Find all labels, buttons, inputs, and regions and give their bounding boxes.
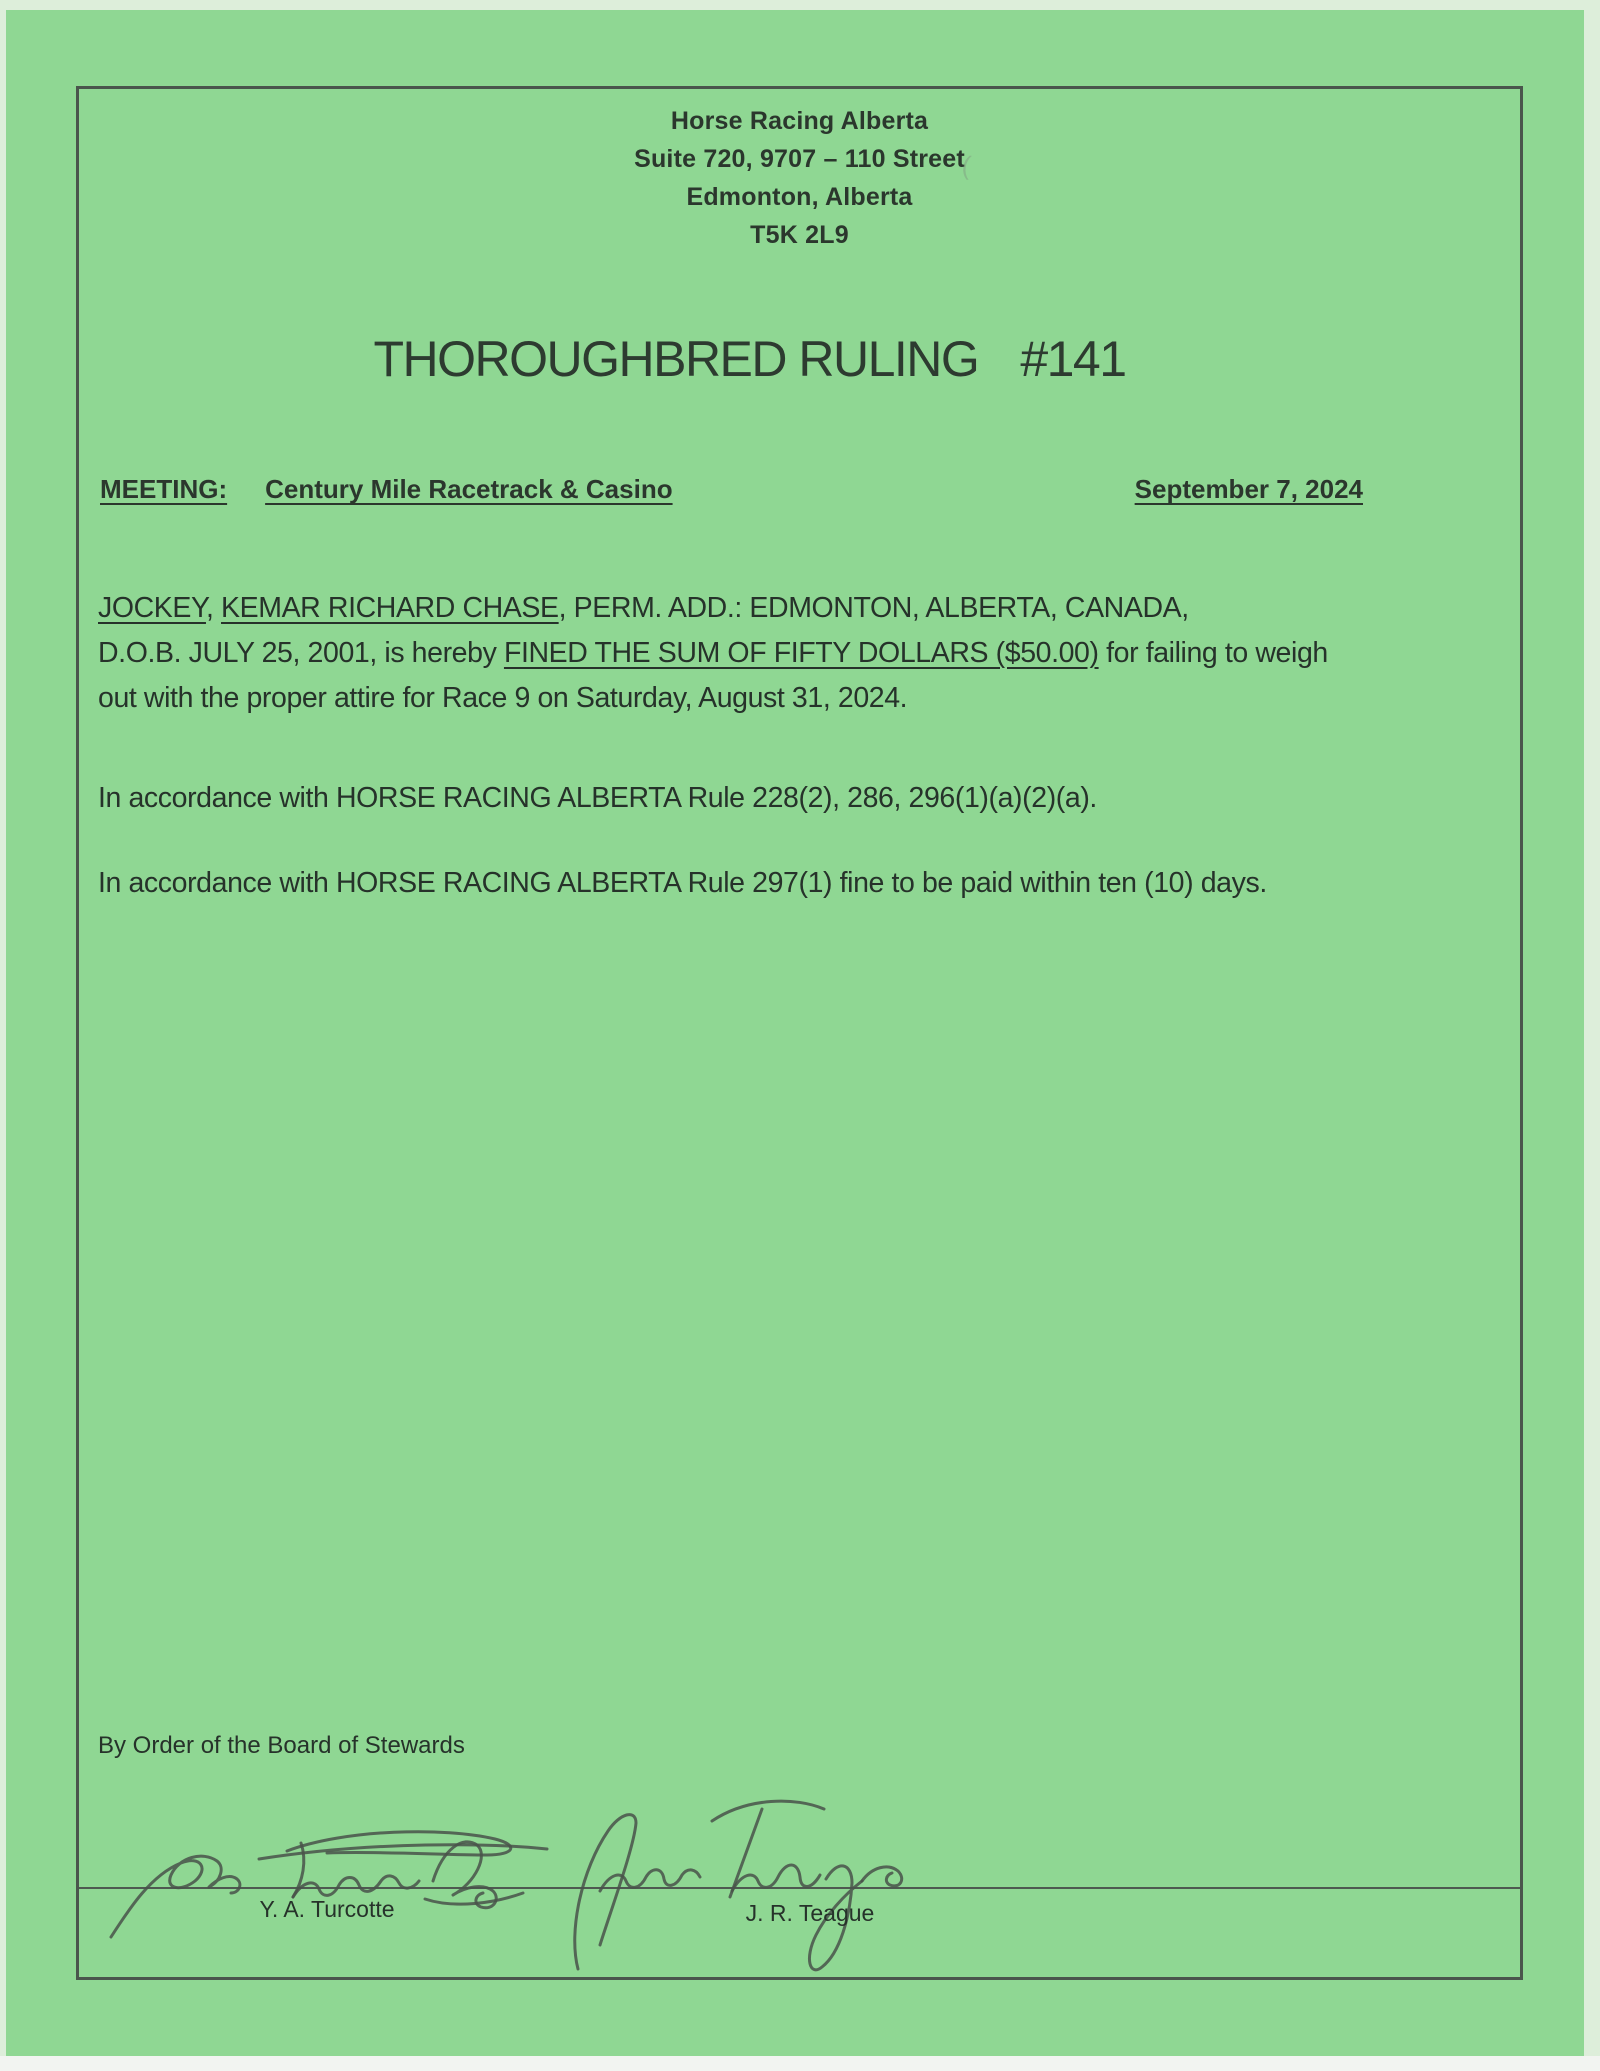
text-segment: D.O.B. JULY 25, 2001, is hereby [98, 637, 504, 669]
ruling-line-2 [98, 631, 1524, 676]
signatory-name-left: Y. A. Turcotte [259, 1896, 395, 1922]
text-segment: , [205, 592, 222, 624]
text-segment: , PERM. ADD.: EDMONTON, ALBERTA, CANADA, [558, 592, 1189, 624]
jockey-name: KEMAR RICHARD CHASE [221, 592, 559, 624]
signatory-name-right: J. R. Teague [745, 1900, 875, 1926]
meeting-row [100, 474, 1363, 505]
title-text: THOROUGHBRED RULING [373, 331, 979, 387]
text-segment: for failing to weigh [1098, 637, 1328, 669]
letterhead [76, 102, 1523, 254]
ruling-paragraph [98, 586, 1524, 721]
meeting-label: MEETING: [100, 474, 228, 504]
signature-ya-turcotte [95, 1805, 555, 1955]
org-name: Horse Racing Alberta [670, 107, 929, 135]
scan-edge [0, 2056, 1600, 2071]
org-address: Suite 720, 9707 – 110 Street [634, 145, 965, 173]
jockey-label: JOCKEY [98, 592, 206, 624]
document-title [76, 330, 1523, 388]
meeting-venue: Century Mile Racetrack & Casino [265, 474, 673, 504]
rule-reference-2: In accordance with HORSE RACING ALBERTA Rule 297(1) fine to be paid within ten (10) days. [98, 867, 1267, 899]
signature-jr-teague [550, 1785, 950, 1975]
fine-amount: FINED THE SUM OF FIFTY DOLLARS ($50.00) [503, 637, 1099, 669]
rule-reference-1: In accordance with HORSE RACING ALBERTA Rule 228(2), 286, 296(1)(a)(2)(a). [98, 782, 1097, 814]
ruling-line-1 [98, 586, 1524, 631]
scan-artifact-mark: ( [960, 149, 973, 181]
org-postal-code: T5K 2L9 [750, 221, 849, 249]
org-city: Edmonton, Alberta [686, 183, 913, 211]
ruling-number: #141 [1020, 331, 1126, 387]
by-order-statement: By Order of the Board of Stewards [98, 1732, 465, 1759]
ruling-line-3: out with the proper attire for Race 9 on Saturday, August 31, 2024. [98, 682, 908, 714]
green-paper-sheet [6, 10, 1584, 2056]
meeting-date: September 7, 2024 [1134, 474, 1363, 504]
